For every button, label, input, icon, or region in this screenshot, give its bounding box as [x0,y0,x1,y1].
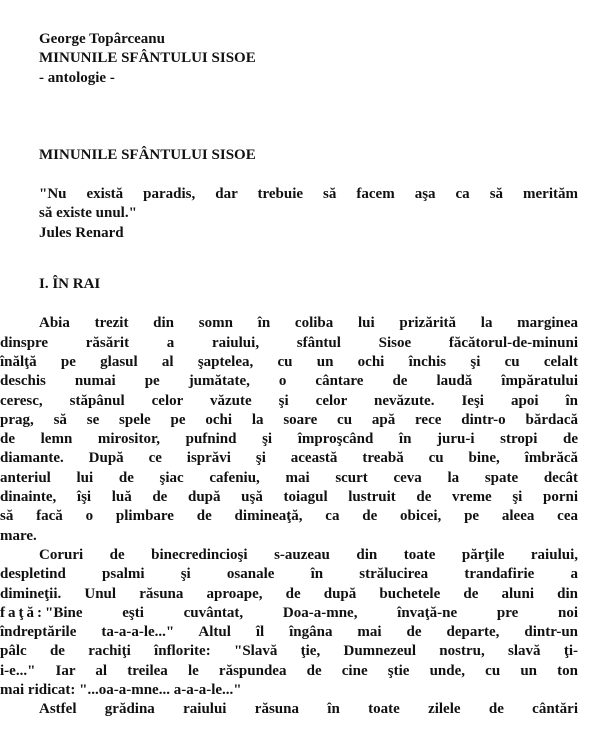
book-title: MINUNILE SFÂNTULUI SISOE [39,50,256,67]
paragraph-line: dimineţii. Unul răsuna aproape, de după buchetele de aluni din [0,585,578,602]
epigraph-line-2: să existe unul." [39,205,137,222]
paragraph-line: de lemn mirositor, pufnind şi împroşcând în juru-i stropi de [0,431,578,448]
paragraph-line: despletind psalmi şi osanale în strălucirea trandafirie a [0,566,578,583]
section-title: MINUNILE SFÂNTULUI SISOE [39,146,256,163]
paragraph-line: ceresc, stăpânul celor văzute şi celor nevăzute. Ieşi apoi în [0,392,578,409]
paragraph-line: înălţă pe glasul al şaptelea, cu un ochi închis şi cu celalt [0,353,578,370]
paragraph-line: Astfel grădina raiului răsuna în toate zilele de cântări [39,701,578,718]
paragraph-line: mare. [0,527,37,544]
paragraph-line: dinainte, îşi luă de după uşă toiagul lustruit de vreme şi porni [0,489,578,506]
paragraph-line: deschis numai pe jumătate, o cântare de laudă împăratului [0,373,578,390]
paragraph-fragment: "Bine eşti cuvântat, Doa-a-mne, învaţă-ne pre noi [45,604,578,621]
chapter-heading: I. ÎN RAI [39,276,101,293]
paragraph-line-mixed [0,604,578,623]
paragraph-line: să facă o plimbare de dimineaţă, ca de obicei, pe aleea cea [0,508,578,525]
paragraph-line: dinspre răsărit a raiului, sfântul Sisoe făcătorul-de-minuni [0,334,578,351]
paragraph-line: diamante. După ce isprăvi şi această treabă cu bine, îmbrăcă [0,450,578,467]
paragraph-1 [0,314,578,546]
epigraph-author: Jules Renard [39,224,124,241]
paragraph-line: Coruri de binecredincioşi s-auzeau din toate părţile raiului, [39,546,578,563]
paragraph-fragment: faţă: [0,604,45,621]
epigraph [39,185,578,243]
epigraph-line-2-wrap [0,204,578,223]
epigraph-line-1: "Nu există paradis, dar trebuie să facem aşa ca să merităm [39,186,578,203]
paragraph-line: mai ridicat: "...oa-a-mne... a-a-a-le..." [0,682,242,699]
paragraph-line: i-e..." Iar al treilea le răspundea de cine ştie unde, cu un ton [0,662,578,679]
paragraph-line: pâlc de rachiţi înflorite: "Slavă ţie, Dumnezeul nostru, slavă ţi- [0,643,578,660]
paragraph-line: anteriul lui de şiac cafeniu, mai scurt ceva la spate decât [0,469,578,486]
paragraph-line: Abia trezit din somn în coliba lui prizărită la marginea [39,315,578,332]
paragraph-line: prag, să se spele pe ochi la soare cu apă rece dintr-o bărdacă [0,411,578,428]
author-name: George Topârceanu [39,31,165,47]
book-subtitle: - antologie - [39,69,115,86]
paragraph-line: îndreptările ta-a-a-le..." Altul îl îngâna mai de departe, dintr-un [0,624,578,641]
paragraph-3 [0,700,578,719]
document-page [0,30,578,720]
paragraph-2 [0,546,578,700]
